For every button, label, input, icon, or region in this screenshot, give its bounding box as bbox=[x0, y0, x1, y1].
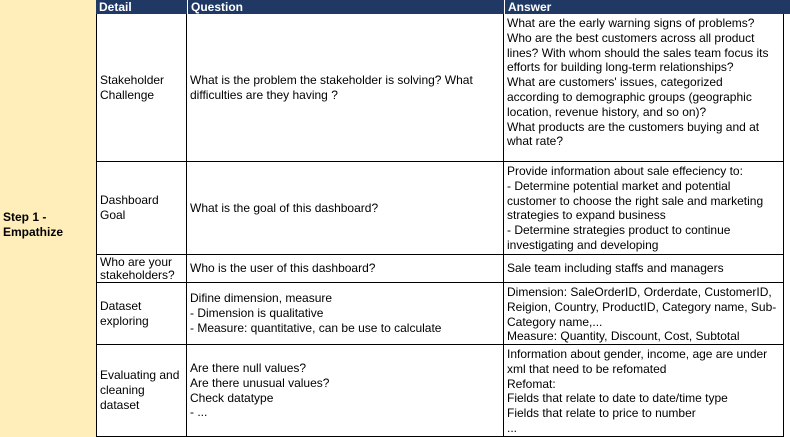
row-3-detail[interactable]: Who are your stakeholders? bbox=[96, 255, 187, 283]
row-4-answer[interactable]: Dimension: SaleOrderID, Orderdate, CustomerID, Reigion, Country, ProductID, Category name, Sub- Category name,... Measure: Quantity, Discount, Cost, Subtotal bbox=[504, 283, 784, 345]
right-margin bbox=[784, 14, 790, 437]
row-5-question[interactable]: Are there null values? Are there unusual values? Check datatype - ... bbox=[187, 345, 504, 437]
row-4-detail[interactable]: Dataset exploring bbox=[96, 283, 187, 345]
row-1-answer[interactable]: What are the early warning signs of problems? Who are the best customers across all product lines? With whom should the sales team focus its efforts for building long-term relationships? What are customers' issues, categorized according to demographic groups (geographic location, revenue history, and so on)? What products are the customers buying and at what rate? bbox=[504, 14, 784, 162]
header-detail[interactable]: Detail bbox=[96, 0, 187, 14]
row-5-detail[interactable]: Evaluating and cleaning dataset bbox=[96, 345, 187, 437]
row-1-question[interactable]: What is the problem the stakeholder is solving? What difficulties are they having ? bbox=[187, 14, 504, 162]
step-label: Step 1 - Empathize bbox=[3, 210, 64, 239]
row-3-answer[interactable]: Sale team including staffs and managers bbox=[504, 255, 784, 283]
row-5-answer[interactable]: Information about gender, income, age are under xml that need to be refomated Refomat: Fields that relate to date to date/time type Fields that relate to price to number ... bbox=[504, 345, 784, 437]
row-1-detail[interactable]: Stakeholder Challenge bbox=[96, 14, 187, 162]
row-2-answer[interactable]: Provide information about sale effeciency to: - Determine potential market and potential customer to choose the right sale and marketing strategies to expand business - Determine strategies product to continue investigating and developing bbox=[504, 162, 784, 255]
header-question[interactable]: Question bbox=[187, 0, 504, 14]
header-answer[interactable]: Answer bbox=[504, 0, 790, 14]
row-3-question[interactable]: Who is the user of this dashboard? bbox=[187, 255, 504, 283]
row-2-detail[interactable]: Dashboard Goal bbox=[96, 162, 187, 255]
row-2-question[interactable]: What is the goal of this dashboard? bbox=[187, 162, 504, 255]
row-4-question[interactable]: Difine dimension, measure - Dimension is qualitative - Measure: quantitative, can be use to calculate bbox=[187, 283, 504, 345]
